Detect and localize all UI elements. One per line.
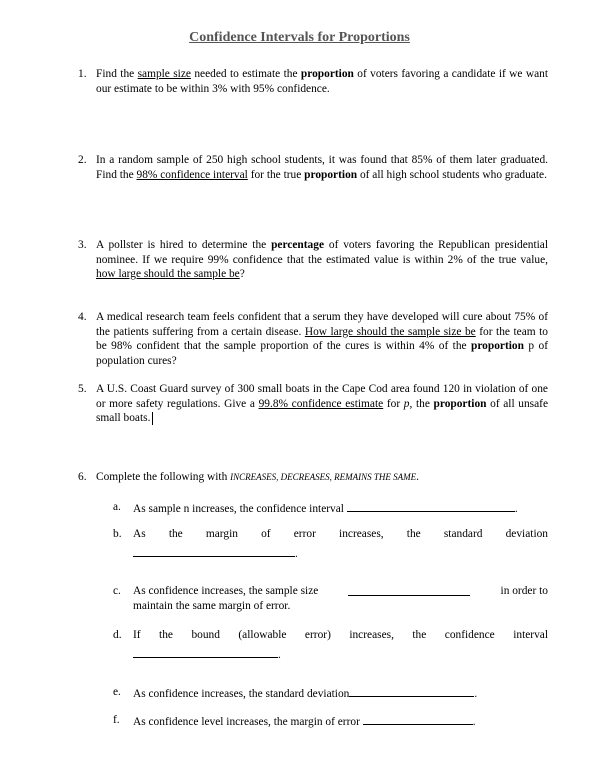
question-text: In a random sample of 250 high school students, it was found that 85% of them later graduated. Find the 98% confidence interval for the true proportion of all high school students who graduate. [96, 154, 548, 181]
question-text: A pollster is hired to determine the percentage of voters favoring the Republican presidential nominee. If we require 99% confidence that the estimated value is within 2% of the true value, how large should the sample be? [96, 239, 548, 281]
answer-blank-f[interactable] [363, 713, 473, 725]
question-number: 5. [78, 383, 87, 395]
subquestion-letter: a. [113, 501, 121, 513]
subquestion-f: f. As confidence level increases, the margin of error . [113, 714, 476, 728]
subquestion-letter: c. [113, 585, 121, 597]
question-number: 6. [78, 471, 87, 483]
question-number: 1. [78, 68, 87, 80]
subquestion-a: a. As sample n increases, the confidence interval . [113, 501, 518, 515]
subquestion-letter: d. [113, 629, 122, 641]
answer-blank-c[interactable] [348, 584, 470, 596]
question-text: A medical research team feels confident that a serum they have developed will cure about 75% of the patients suffering from a certain disease. How large should the sample size be for the team to be 98% confident that the sample proportion of the cures is within 4% of the proportion p of population cures? [96, 311, 548, 367]
subquestion-c: c. As confidence increases, the sample size in order to maintain the same margin of error. [113, 585, 548, 612]
answer-blank-e[interactable] [349, 685, 474, 697]
text-cursor [152, 412, 153, 425]
subquestion-letter: b. [113, 528, 122, 540]
question-text[interactable]: A U.S. Coast Guard survey of 300 small boats in the Cape Cod area found 120 in violation of one or more safety regulations. Give a 99.8% confidence estimate for p, the proportion of all unsafe small boats. [96, 383, 548, 425]
subquestion-b: b. As the margin of error increases, the standard deviation . [113, 528, 548, 560]
question-number: 3. [78, 239, 87, 251]
question-number: 4. [78, 311, 87, 323]
question-number: 2. [78, 154, 87, 166]
page-title: Confidence Intervals for Proportions [189, 30, 410, 45]
question-5 [78, 382, 548, 426]
question-text: Find the sample size needed to estimate the proportion of voters favoring a candidate if we want our estimate to be within 3% with 95% confidence. [96, 68, 548, 95]
answer-blank-d[interactable] [133, 646, 278, 658]
question-1 [78, 67, 548, 96]
question-3 [78, 238, 548, 282]
question-text: Complete the following with INCREASES, DECREASES, REMAINS THE SAME. [96, 471, 419, 483]
subquestion-letter: f. [113, 714, 120, 726]
answer-blank-a[interactable] [347, 500, 515, 512]
subquestion-letter: e. [113, 686, 121, 698]
question-6 [78, 470, 548, 485]
subquestion-d: d. If the bound (allowable error) increases, the confidence interval . [113, 629, 548, 661]
subquestion-e: e. As confidence increases, the standard deviation . [113, 686, 478, 700]
answer-blank-b[interactable] [133, 545, 295, 557]
question-2 [78, 153, 548, 182]
question-4 [78, 310, 548, 368]
